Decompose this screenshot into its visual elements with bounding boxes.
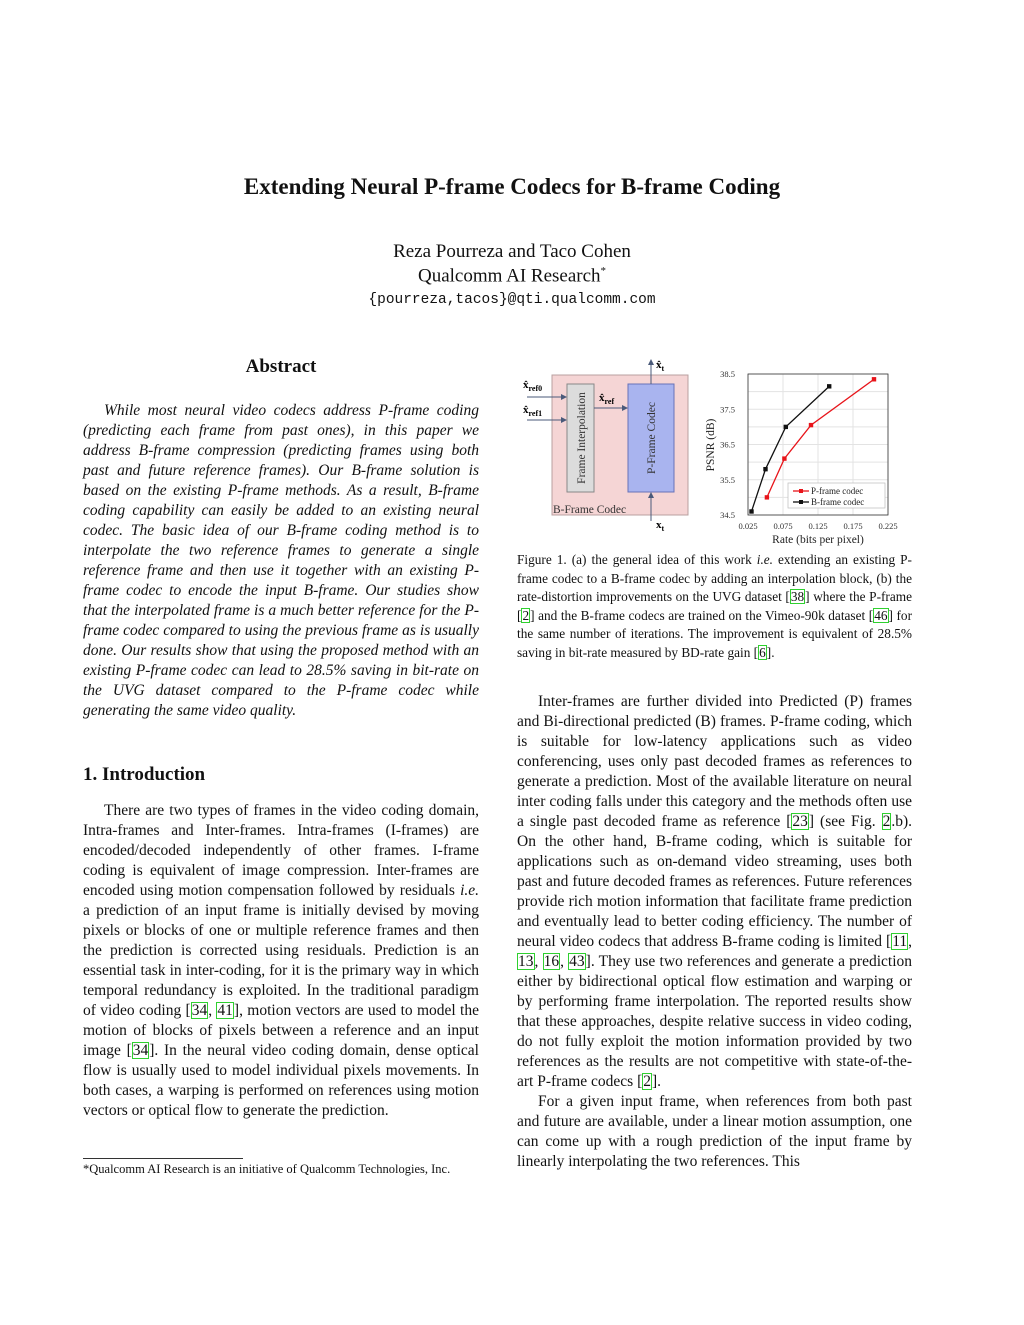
frame-interpolation-label: Frame Interpolation [576,392,588,484]
text-run: extending an existing P-frame codec to a B-frame codec by adding an interpolation block, (b) the rate-distortion improvements on the UVG dataset [ [517,552,912,604]
y-tick-label: 36.5 [720,439,735,450]
legend-marker [799,489,803,493]
legend-label: P-frame codec [811,486,864,496]
abstract-heading: Abstract [245,356,317,377]
right-column-body [517,692,912,1172]
paragraph [517,692,912,1092]
text-run: , [534,953,543,970]
data-point [809,423,813,427]
citation-link[interactable]: 6 [759,644,766,660]
text-run: There are two types of frames in the video coding domain, Intra-frames and Inter-frames. Intra-frames (I-frames) are encoded/decoded independently of other frames. I-frame coding is equivalent of image compression. Inter-frames are encoded using motion compensation followed by residuals [83,802,479,899]
data-point [784,425,788,429]
paragraph [83,801,479,1121]
text-run: ]. [766,644,775,660]
text-run: ] and the B-frame codecs are trained on the Vimeo-90k dataset [ [530,607,874,623]
text-run: i.e. [460,882,479,899]
x-axis-label: Rate (bits per pixel) [772,534,864,546]
intro-heading: 1. Introduction [83,764,206,785]
x-tick-label: 0.125 [808,521,828,531]
citation-link[interactable]: 11 [892,933,908,950]
abstract-text: While most neural video codecs address P-frame coding (predicting each frame from past ones), in this paper we address B-frame compression (predicting frames using both past and future reference frames). Our B-frame solution is based on the existing P-frame methods. As a result, B-frame coding capability can easily be added to an existing neural codec. The basic idea of our B-frame coding method is to interpolate the two reference frames to generate a single reference frame and then use it together with an existing P-frame codec to encode the input B-frame. Our studies show that the interpolated frame is a much better reference for the P-frame codec compared to using the previous frame as is usually done. Our results show that using the proposed method with an existing P-frame codec can lead to 28.5% saving in bit-rate on the UVG dataset compared to the P-frame codec while generating the same video quality. [83,402,479,719]
data-point [765,495,769,499]
y-tick-label: 37.5 [720,404,735,415]
text-run: , [908,933,912,950]
x-tick-label: 0.175 [843,521,863,531]
text-run: Inter-frames are further divided into Predicted (P) frames and Bi-directional predicted (B) frames. P-frame coding, which is suitable for low-latency applications such as video conferencing, uses only past decoded frames as references to generate a prediction. Most of the available literature on neural inter coding falls under this category and the methods often use a single past decoded frame as reference [ [517,693,912,830]
citation-link[interactable]: 34 [191,1002,208,1019]
text-run: ] (see Fig. [808,813,882,830]
citation-link[interactable]: 43 [569,953,585,970]
text-run: ]. In the neural video coding domain, dense optical flow is usually used to model individual pixels movements. In both cases, a warping is performed on references using motion vectors or optical flow to generate the prediction. [83,1042,479,1119]
output-label: $x̂_t$ [656,359,665,373]
affiliation [0,265,1024,287]
y-tick-label: 35.5 [720,474,735,485]
text-run: Figure 1. (a) the general idea of this work [517,552,757,567]
text-run: ] where the P-frame [ [517,589,912,623]
text-run: ] for the same number of iterations. The improvement is equivalent of 28.5% saving in bit-rate measured by BD-rate gain [ [517,607,912,660]
diagram [523,359,688,533]
b-frame-codec-label: B-Frame Codec [553,504,627,516]
citation-link[interactable]: 13 [518,953,534,970]
citation-link[interactable]: 2 [522,607,530,623]
intro-body [83,801,479,1121]
data-point [763,467,767,471]
x-tick-label: 0.025 [738,521,758,531]
y-tick-label: 34.5 [720,510,735,520]
footnote-rule [83,1158,243,1159]
rd-chart [705,369,898,546]
author-email: {pourreza,tacos}@qti.qualcomm.com [368,292,656,308]
data-point [782,456,786,460]
ref-label: $x̂_{ref}$ [599,392,615,406]
paragraph [517,1092,912,1172]
citation-link[interactable]: 38 [790,589,805,604]
text-run: , [560,953,569,970]
authors: Reza Pourreza and Taco Cohen [393,241,631,262]
y-tick-label: 38.5 [720,369,735,379]
text-run: .b). On the other hand, B-frame coding, which is suitable for applications such as on-demand video streaming, uses both past and future decoded frames as references. Future references provide rich motion information that facilitate frame prediction and eventually lead to better coding efficiency. The number of neural video codecs that address B-frame coding is limited [ [517,813,912,950]
citation-link[interactable]: 2 [882,813,891,830]
figure-1 [515,355,915,550]
text-run: a prediction of an input frame is initially devised by moving pixels or blocks of one or multiple reference frames and then the prediction is corrected using residuals. Prediction is an essential task in inter-coding, for it is the primary way in which temporal redundancy is exploited. In the traditional paradigm of video coding [ [83,902,479,1019]
text-run: i.e. [756,552,773,567]
footnote: *Qualcomm AI Research is an initiative of Qualcomm Technologies, Inc. [83,1162,451,1176]
legend-label: B-frame codec [811,497,865,507]
ref0-label: $x̂_{ref0}$ [523,379,543,393]
figure-caption [517,551,912,662]
citation-link[interactable]: 46 [874,607,888,623]
x-tick-label: 0.225 [878,521,898,531]
affiliation-name: Qualcomm AI Research [417,265,601,287]
text-run: , [208,1002,217,1019]
citation-link[interactable]: 2 [643,1073,651,1090]
citation-link[interactable]: 23 [792,813,808,830]
text-run: For a given input frame, when references from both past and future are available, under a linear motion assumption, one can come up with a rough prediction of the input frame by linearly interpolating the two references. This [517,1093,912,1170]
data-point [872,377,876,381]
input-label: $x_t$ [656,519,665,533]
data-point [827,384,831,388]
citation-link[interactable]: 16 [543,953,560,970]
citation-link[interactable]: 34 [132,1042,149,1059]
citation-link[interactable]: 41 [217,1002,233,1019]
ref1-label: $x̂_{ref1}$ [523,404,543,418]
x-tick-label: 0.075 [773,521,793,531]
text-run: ], motion vectors are used to model the motion of blocks of pixels between a reference and an input image [ [83,1002,479,1059]
affiliation-mark: * [600,265,607,277]
data-point [749,509,753,513]
text-run: ]. [651,1073,662,1090]
paper-title: Extending Neural P-frame Codecs for B-frame Coding [243,174,781,199]
legend-marker [799,500,803,504]
y-axis-label: PSNR (dB) [705,418,717,472]
p-frame-codec-label: P-Frame Codec [646,402,658,474]
text-run: ]. They use two references and generate a prediction either by bidirectional optical flow estimation and warping or by performing frame interpolation. The reported results show that these approaches, despite relative success in video coding, do not fully exploit the motion information provided by two references as the results are not competitive with state-of-the-art P-frame codecs [ [517,953,912,1090]
